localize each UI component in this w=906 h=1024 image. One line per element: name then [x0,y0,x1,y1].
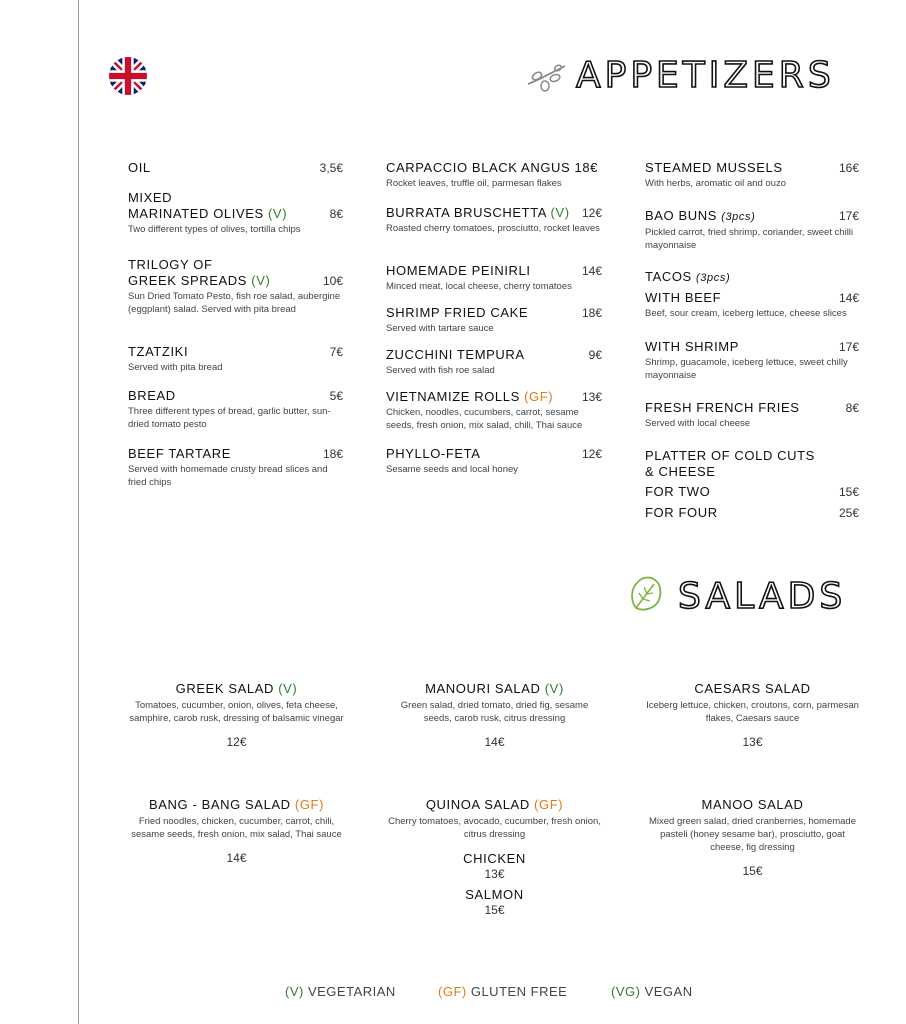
menu-item-phyllo-feta: PHYLLO-FETA 12€ Sesame seeds and local honey [386,446,602,475]
menu-item-bao-buns: BAO BUNS (3pcs) 17€ Pickled carrot, fried shrimp, coriander, sweet chilli mayonnaise [645,208,859,251]
menu-item-beef-tartare: BEEF TARTARE 18€ Served with homemade crusty bread slices and fried chips [128,446,343,488]
uk-flag-icon[interactable] [109,57,147,95]
left-margin-bar [0,0,79,1024]
salad-bang-bang: BANG - BANG SALAD (GF) Fried noodles, chicken, cucumber, carrot, chili, sesame seeds, fresh onion, mix salad, Thai sauce 14€ [131,797,342,865]
menu-item-tacos-beef: WITH BEEF 14€ Beef, sour cream, iceberg lettuce, cheese slices [645,290,859,319]
menu-item-steamed-mussels: STEAMED MUSSELS 16€ With herbs, aromatic oil and ouzo [645,160,859,189]
menu-item-cold-cuts-platter: PLATTER OF COLD CUTS & CHEESE [645,448,815,479]
menu-item-oil: OIL 3,5€ [128,160,343,175]
legend-gluten-free: (GF) GLUTEN FREE [438,984,568,999]
menu-item-tacos: TACOS (3pcs) [645,269,731,284]
menu-item-french-fries: FRESH FRENCH FRIES 8€ Served with local cheese [645,400,859,429]
menu-item-shrimp-fried-cake: SHRIMP FRIED CAKE 18€ Served with tartare sauce [386,305,602,334]
menu-item-carpaccio: CARPACCIO BLACK ANGUS 18€ Rocket leaves, truffle oil, parmesan flakes [386,160,598,189]
menu-item-tacos-shrimp: WITH SHRIMP 17€ Shrimp, guacamole, iceberg lettuce, sweet chilly mayonnaise [645,339,859,381]
menu-item-marinated-olives: MIXED MARINATED OLIVES (V) 8€ Two different types of olives, tortilla chips [128,190,343,235]
legend-vegetarian: (V) VEGETARIAN [285,984,396,999]
appetizers-title: APPETIZERS [576,55,835,96]
salads-title: SALADS [678,576,847,617]
menu-item-bread: BREAD 5€ Three different types of bread, garlic butter, sun-dried tomato pesto [128,388,343,430]
menu-item-platter-for-two: FOR TWO 15€ [645,484,859,499]
menu-item-tzatziki: TZATZIKI 7€ Served with pita bread [128,344,343,373]
salad-manouri: MANOURI SALAD (V) Green salad, dried tomato, dried fig, sesame seeds, carob rusk, citrus dressing 14€ [400,681,589,749]
salad-quinoa: QUINOA SALAD (GF) Cherry tomatoes, avocado, cucumber, fresh onion, citrus dressing CHICKEN 13€ SALMON 15€ [388,797,601,917]
menu-item-zucchini-tempura: ZUCCHINI TEMPURA 9€ Served with fish roe salad [386,347,602,376]
salad-greek: GREEK SALAD (V) Tomatoes, cucumber, onion, olives, feta cheese, samphire, carob rusk, dressing of balsamic vinegar 12€ [129,681,344,749]
salad-manoo: MANOO SALAD Mixed green salad, dried cranberries, homemade pasteli (honey sesame bar), prosciutto, goat cheese, fig dressing 15€ [649,797,856,878]
menu-item-vietnamize-rolls: VIETNAMIZE ROLLS (GF) 13€ Chicken, noodles, cucumbers, carrot, sesame seeds, fresh onion, mix salad, chili, Thai sauce [386,389,602,431]
menu-item-burrata-bruschetta: BURRATA BRUSCHETTA (V) 12€ Roasted cherry tomatoes, prosciutto, rocket leaves [386,205,602,234]
salad-caesars: CAESARS SALAD Iceberg lettuce, chicken, croutons, corn, parmesan flakes, Caesars sauce 13€ [646,681,859,749]
legend-vegan: (VG) VEGAN [611,984,693,999]
olive-branch-icon [525,62,569,99]
menu-item-platter-for-four: FOR FOUR 25€ [645,505,859,520]
menu-item-greek-spreads: TRILOGY OF GREEK SPREADS (V) 10€ Sun Dried Tomato Pesto, fish roe salad, aubergine (eggplant) salad. Served with pita bread [128,257,343,315]
lettuce-leaf-icon [628,574,664,619]
menu-item-peinirli: HOMEMADE PEINIRLI 14€ Minced meat, local cheese, cherry tomatoes [386,263,602,292]
